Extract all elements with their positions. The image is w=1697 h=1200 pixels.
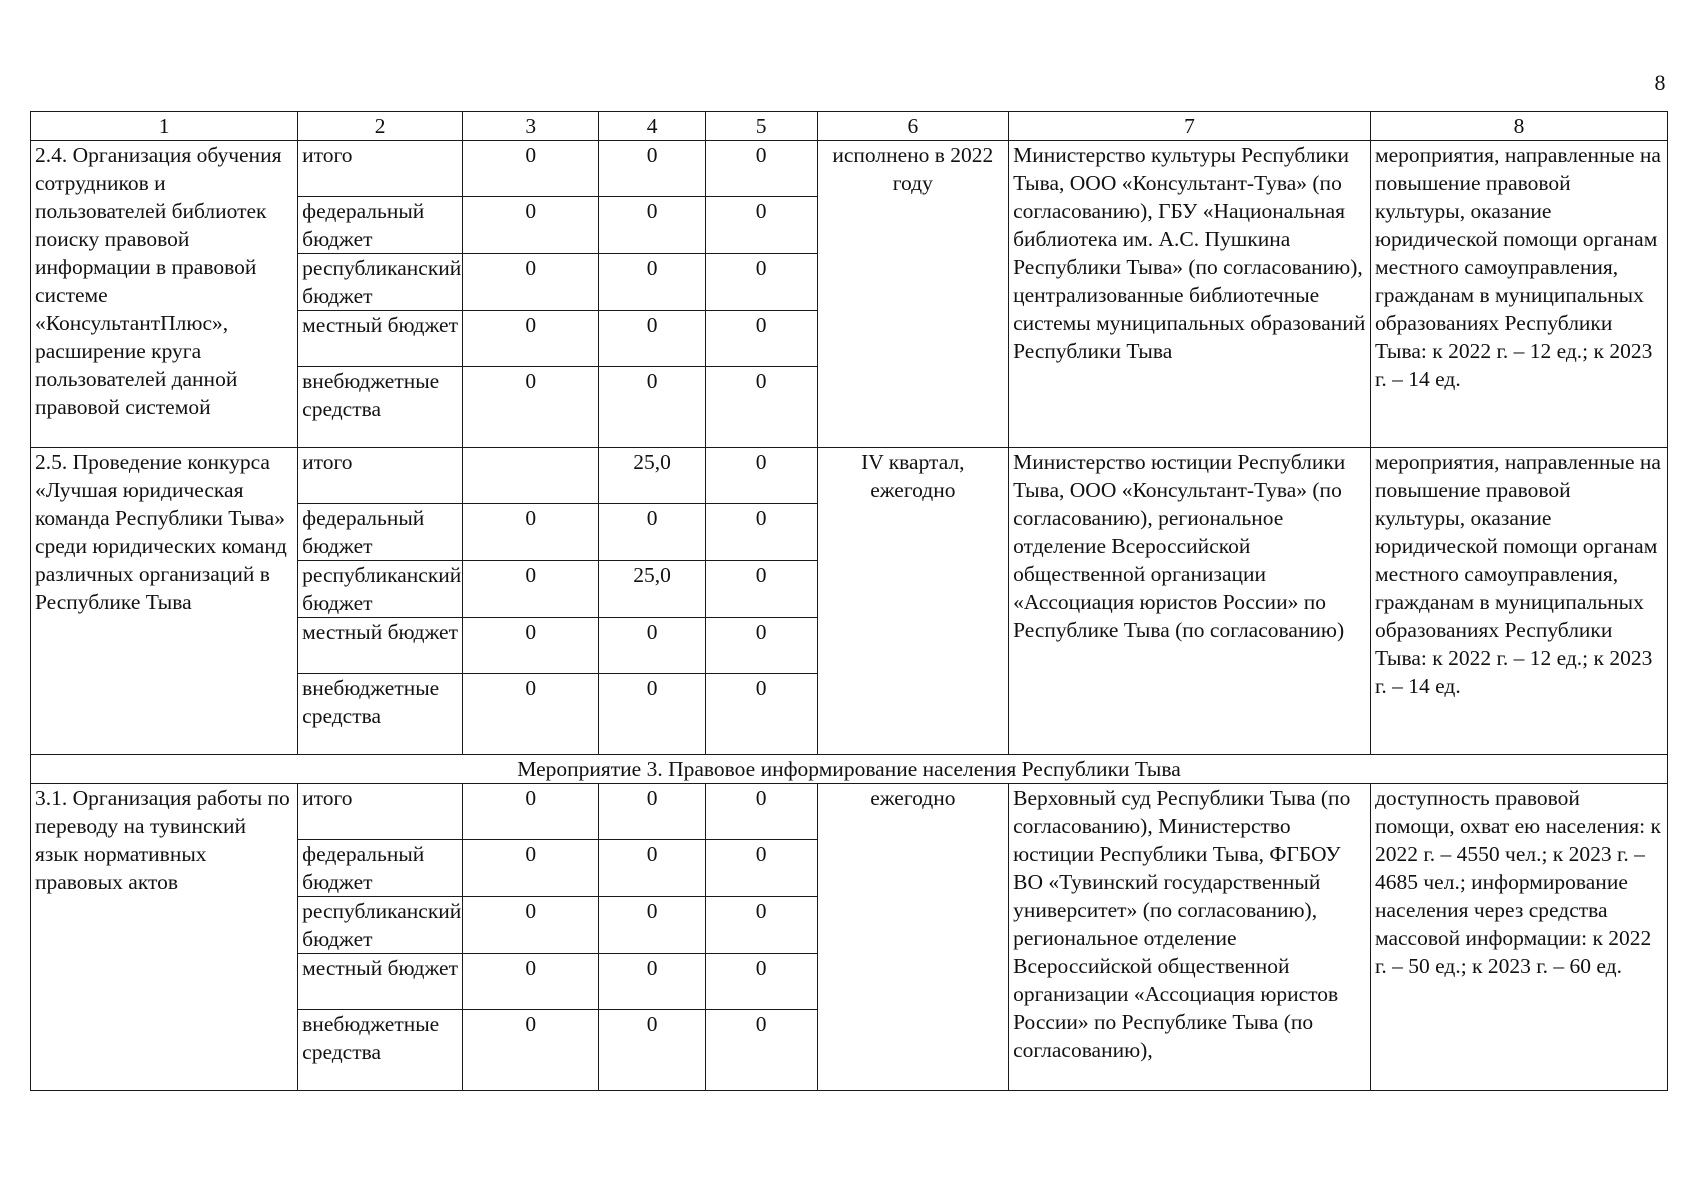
executors-cell: Верховный суд Республики Тыва (по согласованию), Министерство юстиции Республики Тыва, ФГБОУ ВО «Тувинский государственный университет» (по согласованию), региональное отделение Всероссийской общественной организации «Ассоциация юристов России» по Республике Тыва (по согласованию), bbox=[1009, 784, 1371, 1091]
value-col4: 0 bbox=[599, 674, 705, 755]
value-col4: 0 bbox=[599, 897, 705, 954]
funding-source: местный бюджет bbox=[298, 311, 463, 367]
executors-cell: Министерство культуры Республики Тыва, ООО «Консультант-Тува» (по согласованию), ГБУ «Национальная библиотека им. А.С. Пушкина Республики Тыва» (по согласованию), централизованные библиотечные системы муниципальных образований Республики Тыва bbox=[1009, 141, 1371, 448]
value-col5: 0 bbox=[705, 367, 817, 448]
value-col4: 0 bbox=[599, 840, 705, 897]
value-col5: 0 bbox=[705, 954, 817, 1010]
value-col5: 0 bbox=[705, 448, 817, 504]
funding-source: внебюджетные средства bbox=[298, 674, 463, 755]
col-number: 6 bbox=[817, 112, 1009, 141]
funding-source: местный бюджет bbox=[298, 618, 463, 674]
value-col4: 0 bbox=[599, 367, 705, 448]
funding-source: федеральный бюджет bbox=[298, 197, 463, 254]
value-col3: 0 bbox=[463, 840, 599, 897]
page-number: 8 bbox=[1654, 70, 1666, 95]
value-col5: 0 bbox=[705, 784, 817, 840]
col-number: 4 bbox=[599, 112, 705, 141]
funding-source: итого bbox=[298, 448, 463, 504]
funding-source: местный бюджет bbox=[298, 954, 463, 1010]
value-col5: 0 bbox=[705, 674, 817, 755]
value-col3: 0 bbox=[463, 897, 599, 954]
value-col4: 0 bbox=[599, 1010, 705, 1091]
funding-source: итого bbox=[298, 141, 463, 197]
funding-source: республиканский бюджет bbox=[298, 561, 463, 618]
activity-cell: 2.4. Организация обучения сотрудников и пользователей библиотек поиску правовой информации в правовой системе «КонсультантПлюс», расширение круга пользователей данной правовой системой bbox=[31, 141, 298, 448]
value-col4: 0 bbox=[599, 618, 705, 674]
value-col5: 0 bbox=[705, 197, 817, 254]
term-cell: исполнено в 2022 году bbox=[817, 141, 1009, 448]
table-row bbox=[31, 448, 1668, 504]
value-col3: 0 bbox=[463, 367, 599, 448]
value-col3: 0 bbox=[463, 254, 599, 311]
table-row bbox=[31, 784, 1668, 840]
column-numbers-row bbox=[31, 112, 1668, 141]
program-table bbox=[30, 111, 1668, 1091]
results-cell: доступность правовой помощи, охват ею населения: к 2022 г. – 4550 чел.; к 2023 г. – 4685 чел.; информирование населения через средства массовой информации: к 2022 г. – 50 ед.; к 2023 г. – 60 ед. bbox=[1370, 784, 1667, 1091]
value-col4: 0 bbox=[599, 954, 705, 1010]
funding-source: республиканский бюджет bbox=[298, 897, 463, 954]
value-col4: 0 bbox=[599, 254, 705, 311]
value-col3: 0 bbox=[463, 674, 599, 755]
term-cell: ежегодно bbox=[817, 784, 1009, 1091]
value-col3: 0 bbox=[463, 1010, 599, 1091]
value-col3: 0 bbox=[463, 618, 599, 674]
value-col5: 0 bbox=[705, 840, 817, 897]
value-col5: 0 bbox=[705, 1010, 817, 1091]
value-col5: 0 bbox=[705, 897, 817, 954]
value-col5: 0 bbox=[705, 311, 817, 367]
value-col4: 25,0 bbox=[599, 561, 705, 618]
col-number: 7 bbox=[1009, 112, 1371, 141]
value-col4: 0 bbox=[599, 141, 705, 197]
funding-source: республиканский бюджет bbox=[298, 254, 463, 311]
value-col3: 0 bbox=[463, 311, 599, 367]
col-number: 2 bbox=[298, 112, 463, 141]
value-col5: 0 bbox=[705, 618, 817, 674]
funding-source: внебюджетные средства bbox=[298, 1010, 463, 1091]
value-col3: 0 bbox=[463, 954, 599, 1010]
funding-source: внебюджетные средства bbox=[298, 367, 463, 448]
table-row bbox=[31, 141, 1668, 197]
col-number: 3 bbox=[463, 112, 599, 141]
results-cell: мероприятия, направленные на повышение правовой культуры, оказание юридической помощи органам местного самоуправления, гражданам в муниципальных образованиях Республики Тыва: к 2022 г. – 12 ед.; к 2023 г. – 14 ед. bbox=[1370, 448, 1667, 755]
value-col4: 0 bbox=[599, 311, 705, 367]
results-cell: мероприятия, направленные на повышение правовой культуры, оказание юридической помощи органам местного самоуправления, гражданам в муниципальных образованиях Республики Тыва: к 2022 г. – 12 ед.; к 2023 г. – 14 ед. bbox=[1370, 141, 1667, 448]
value-col5: 0 bbox=[705, 504, 817, 561]
value-col5: 0 bbox=[705, 561, 817, 618]
value-col4: 25,0 bbox=[599, 448, 705, 504]
value-col3: 0 bbox=[463, 561, 599, 618]
section-row bbox=[31, 755, 1668, 784]
value-col3: 0 bbox=[463, 141, 599, 197]
col-number: 5 bbox=[705, 112, 817, 141]
col-number: 1 bbox=[31, 112, 298, 141]
activity-cell: 2.5. Проведение конкурса «Лучшая юридическая команда Республики Тыва» среди юридических команд различных организаций в Республике Тыва bbox=[31, 448, 298, 755]
activity-cell: 3.1. Организация работы по переводу на тувинский язык нормативных правовых актов bbox=[31, 784, 298, 1091]
executors-cell: Министерство юстиции Республики Тыва, ООО «Консультант-Тува» (по согласованию), региональное отделение Всероссийской общественной организации «Ассоциация юристов России» по Республике Тыва (по согласованию) bbox=[1009, 448, 1371, 755]
value-col3: 0 bbox=[463, 784, 599, 840]
value-col4: 0 bbox=[599, 784, 705, 840]
value-col4: 0 bbox=[599, 504, 705, 561]
value-col5: 0 bbox=[705, 141, 817, 197]
value-col3 bbox=[463, 448, 599, 504]
col-number: 8 bbox=[1370, 112, 1667, 141]
funding-source: федеральный бюджет bbox=[298, 504, 463, 561]
funding-source: федеральный бюджет bbox=[298, 840, 463, 897]
term-cell: IV квартал, ежегодно bbox=[817, 448, 1009, 755]
value-col3: 0 bbox=[463, 504, 599, 561]
value-col4: 0 bbox=[599, 197, 705, 254]
funding-source: итого bbox=[298, 784, 463, 840]
value-col5: 0 bbox=[705, 254, 817, 311]
section-title: Мероприятие 3. Правовое информирование населения Республики Тыва bbox=[31, 755, 1668, 784]
value-col3: 0 bbox=[463, 197, 599, 254]
